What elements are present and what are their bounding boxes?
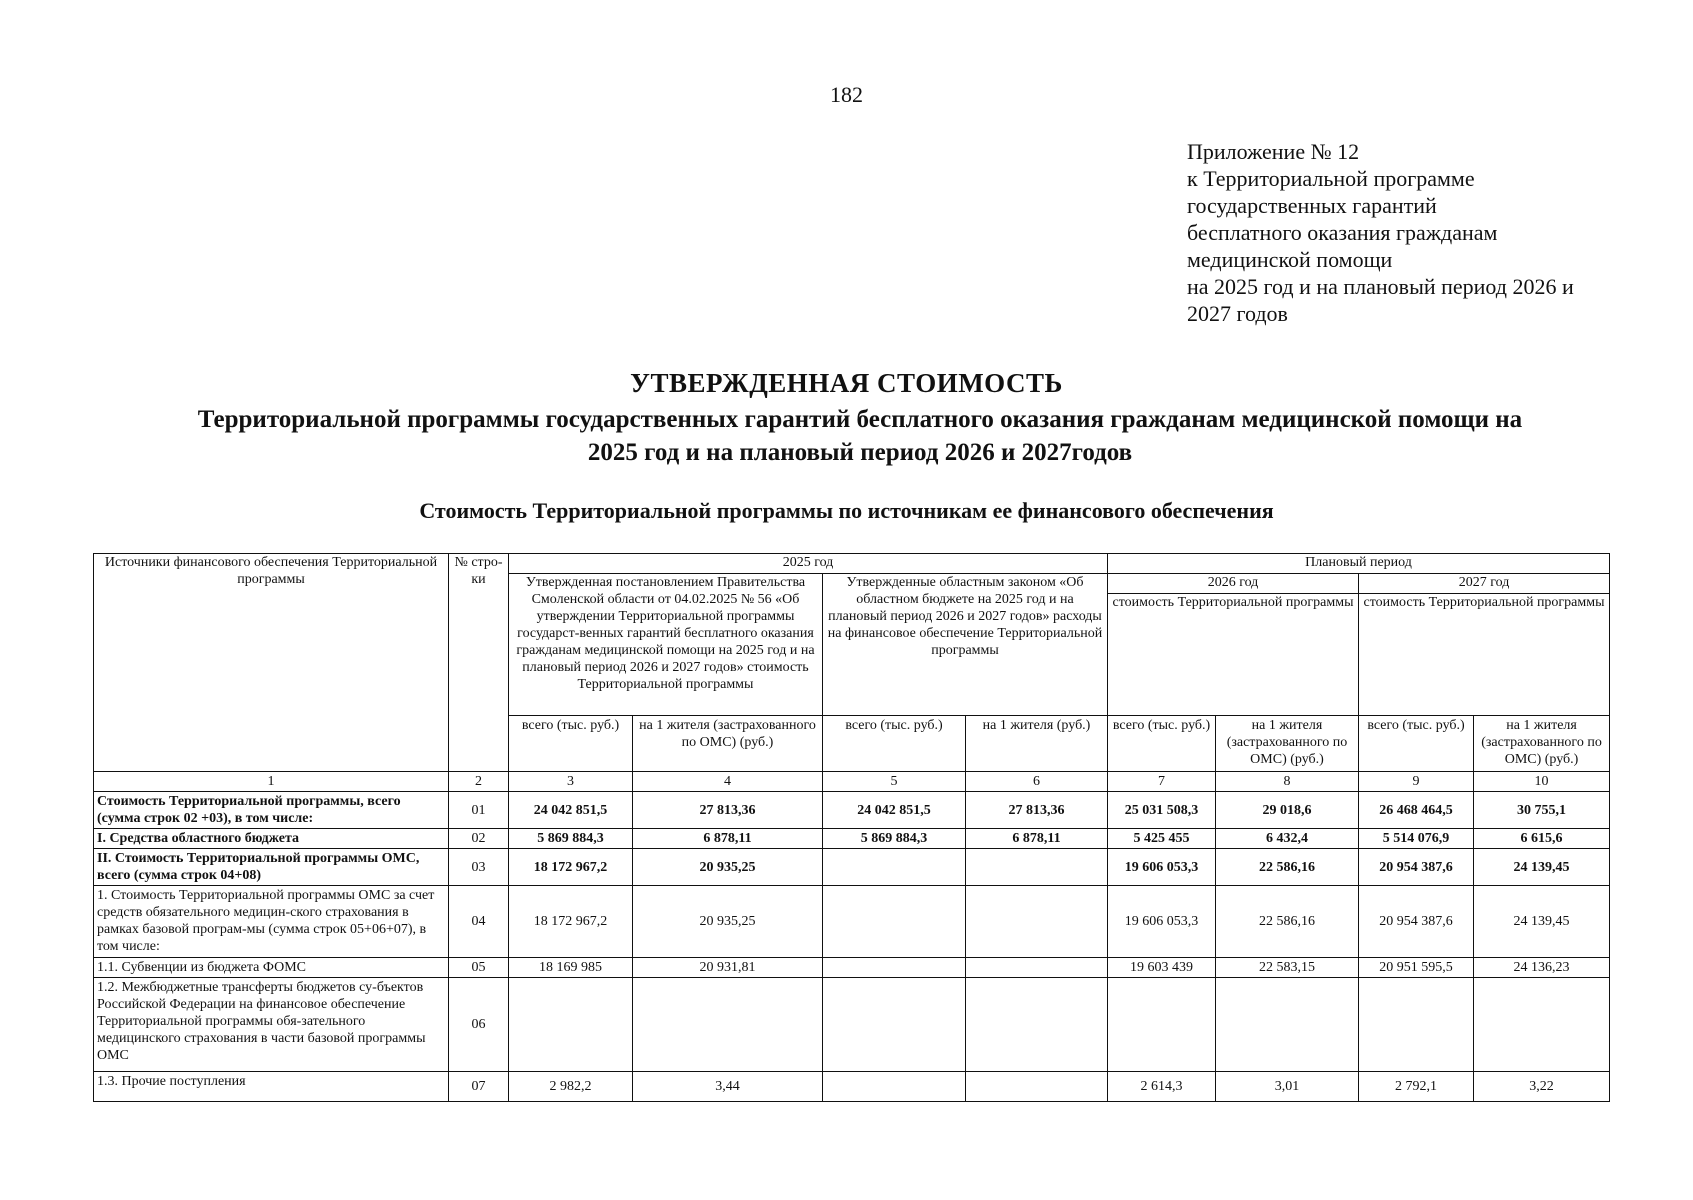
value-cell-c6: [966, 849, 1108, 886]
row-number: 01: [449, 792, 509, 829]
header-approved-law: Утвержденные областным законом «Об областном бюджете на 2025 год и на плановый период 2026 и 2027 годов» расходы на финансовое обеспечение Территориальной программы: [823, 574, 1108, 716]
column-number: 3: [509, 772, 633, 792]
column-number: 9: [1359, 772, 1474, 792]
table-row: [94, 958, 1610, 978]
column-number: 10: [1474, 772, 1610, 792]
row-label: 1.3. Прочие поступления: [94, 1072, 449, 1102]
value-cell-c7: 25 031 508,3: [1108, 792, 1216, 829]
appendix-line: на 2025 год и на плановый период 2026 и: [1187, 274, 1574, 299]
value-cell-c5: [823, 958, 966, 978]
appendix-line: к Территориальной программе: [1187, 166, 1475, 191]
value-cell-c6: 27 813,36: [966, 792, 1108, 829]
header-total-2027: всего (тыс. руб.): [1359, 716, 1474, 772]
header-per-resident-2025-law: на 1 жителя (руб.): [966, 716, 1108, 772]
row-label: I. Средства областного бюджета: [94, 829, 449, 849]
header-year-2025: 2025 год: [509, 554, 1108, 574]
value-cell-c10: [1474, 978, 1610, 1072]
value-cell-c5: [823, 978, 966, 1072]
value-cell-c9: 2 792,1: [1359, 1072, 1474, 1102]
value-cell-c5: [823, 849, 966, 886]
table-row: [94, 829, 1610, 849]
value-cell-c9: [1359, 978, 1474, 1072]
header-total-2025-law: всего (тыс. руб.): [823, 716, 966, 772]
value-cell-c6: [966, 1072, 1108, 1102]
value-cell-c6: [966, 886, 1108, 958]
header-approved-resolution: Утвержденная постановлением Правительства Смоленской области от 04.02.2025 № 56 «Об утверждении Территориальной программы государст-венных гарантий бесплатного оказания гражданам медицинской помощи на 2025 год и на плановый период 2026 и 2027 годов» стоимость Территориальной программы: [509, 574, 823, 716]
value-cell-c10: 24 136,23: [1474, 958, 1610, 978]
row-number: 03: [449, 849, 509, 886]
value-cell-c3: 2 982,2: [509, 1072, 633, 1102]
column-number: 2: [449, 772, 509, 792]
value-cell-c4: 20 935,25: [633, 886, 823, 958]
column-number: 1: [94, 772, 449, 792]
value-cell-c8: 22 586,16: [1216, 886, 1359, 958]
value-cell-c4: [633, 978, 823, 1072]
value-cell-c4: 6 878,11: [633, 829, 823, 849]
header-source: Источники финансового обеспечения Территориальной программы: [94, 554, 449, 772]
value-cell-c10: 6 615,6: [1474, 829, 1610, 849]
value-cell-c3: 18 172 967,2: [509, 886, 633, 958]
row-number: 02: [449, 829, 509, 849]
row-number: 04: [449, 886, 509, 958]
value-cell-c6: [966, 978, 1108, 1072]
header-total-2026: всего (тыс. руб.): [1108, 716, 1216, 772]
value-cell-c7: 19 603 439: [1108, 958, 1216, 978]
row-label: 1. Стоимость Территориальной программы ОМС за счет средств обязательного медицин-ского страхования в рамках базовой програм-мы (сумма строк 05+06+07), в том числе:: [94, 886, 449, 958]
page-number: 182: [830, 82, 863, 107]
row-number: 06: [449, 978, 509, 1072]
value-cell-c10: 30 755,1: [1474, 792, 1610, 829]
value-cell-c10: 3,22: [1474, 1072, 1610, 1102]
header-year-2027: 2027 год: [1359, 574, 1610, 594]
appendix-line: медицинской помощи: [1187, 247, 1393, 272]
value-cell-c9: 26 468 464,5: [1359, 792, 1474, 829]
document-title: УТВЕРЖДЕННАЯ СТОИМОСТЬ: [630, 368, 1063, 398]
value-cell-c5: [823, 1072, 966, 1102]
value-cell-c3: 5 869 884,3: [509, 829, 633, 849]
table-body: [94, 792, 1610, 1102]
value-cell-c5: 5 869 884,3: [823, 829, 966, 849]
value-cell-c5: 24 042 851,5: [823, 792, 966, 829]
row-label: 1.1. Субвенции из бюджета ФОМС: [94, 958, 449, 978]
document-subtitle: [90, 403, 1630, 469]
value-cell-c9: 20 951 595,5: [1359, 958, 1474, 978]
column-number: 7: [1108, 772, 1216, 792]
row-label: II. Стоимость Территориальной программы ОМС, всего (сумма строк 04+08): [94, 849, 449, 886]
value-cell-c8: 6 432,4: [1216, 829, 1359, 849]
table-row: [94, 849, 1610, 886]
column-number: 6: [966, 772, 1108, 792]
value-cell-c4: 20 931,81: [633, 958, 823, 978]
column-number-row: [94, 772, 1610, 792]
document-subtitle-line-2: 2025 год и на плановый период 2026 и 2027годов: [587, 439, 1133, 466]
header-row-number: № стро-ки: [449, 554, 509, 772]
header-planned-period: Плановый период: [1108, 554, 1610, 574]
value-cell-c10: 24 139,45: [1474, 849, 1610, 886]
header-per-insured-2027: на 1 жителя (застрахованного по ОМС) (руб.): [1474, 716, 1610, 772]
row-label: 1.2. Межбюджетные трансферты бюджетов су-бъектов Российской Федерации на финансовое обеспечение Территориальной программы обя-зательного медицинского страхования в части базовой программы ОМС: [94, 978, 449, 1072]
column-number: 8: [1216, 772, 1359, 792]
header-per-insured-2025-resolution: на 1 жителя (застрахованного по ОМС) (руб.): [633, 716, 823, 772]
appendix-line: Приложение № 12: [1187, 139, 1360, 164]
value-cell-c8: 29 018,6: [1216, 792, 1359, 829]
value-cell-c7: [1108, 978, 1216, 1072]
appendix-line: бесплатного оказания гражданам: [1187, 220, 1498, 245]
value-cell-c9: 20 954 387,6: [1359, 849, 1474, 886]
table-row: [94, 792, 1610, 829]
value-cell-c3: 24 042 851,5: [509, 792, 633, 829]
header-year-2026: 2026 год: [1108, 574, 1359, 594]
value-cell-c7: 19 606 053,3: [1108, 849, 1216, 886]
header-cost-2026: стоимость Территориальной программы: [1108, 594, 1359, 716]
value-cell-c4: 27 813,36: [633, 792, 823, 829]
value-cell-c5: [823, 886, 966, 958]
value-cell-c4: 20 935,25: [633, 849, 823, 886]
value-cell-c7: 2 614,3: [1108, 1072, 1216, 1102]
value-cell-c3: 18 169 985: [509, 958, 633, 978]
value-cell-c8: 3,01: [1216, 1072, 1359, 1102]
value-cell-c3: [509, 978, 633, 1072]
document-subtitle-line-1: Территориальной программы государственных гарантий бесплатного оказания гражданам медицинской помощи на: [197, 406, 1523, 433]
appendix-line: 2027 годов: [1187, 301, 1288, 326]
row-label: Стоимость Территориальной программы, всего (сумма строк 02 +03), в том числе:: [94, 792, 449, 829]
header-cost-2027: стоимость Территориальной программы: [1359, 594, 1610, 716]
value-cell-c8: 22 583,15: [1216, 958, 1359, 978]
value-cell-c7: 19 606 053,3: [1108, 886, 1216, 958]
table-row: [94, 886, 1610, 958]
column-number: 5: [823, 772, 966, 792]
value-cell-c9: 20 954 387,6: [1359, 886, 1474, 958]
table-row: [94, 1072, 1610, 1102]
column-number: 4: [633, 772, 823, 792]
financing-table: [93, 553, 1610, 1102]
value-cell-c4: 3,44: [633, 1072, 823, 1102]
row-number: 07: [449, 1072, 509, 1102]
value-cell-c3: 18 172 967,2: [509, 849, 633, 886]
value-cell-c6: [966, 958, 1108, 978]
appendix-line: государственных гарантий: [1187, 193, 1437, 218]
appendix-block: [1187, 138, 1574, 327]
value-cell-c10: 24 139,45: [1474, 886, 1610, 958]
header-total-2025-resolution: всего (тыс. руб.): [509, 716, 633, 772]
section-title: Стоимость Территориальной программы по источникам ее финансового обеспечения: [419, 498, 1274, 523]
table-row: [94, 978, 1610, 1072]
row-number: 05: [449, 958, 509, 978]
value-cell-c7: 5 425 455: [1108, 829, 1216, 849]
value-cell-c6: 6 878,11: [966, 829, 1108, 849]
value-cell-c8: [1216, 978, 1359, 1072]
value-cell-c8: 22 586,16: [1216, 849, 1359, 886]
header-per-insured-2026: на 1 жителя (застрахованного по ОМС) (руб.): [1216, 716, 1359, 772]
value-cell-c9: 5 514 076,9: [1359, 829, 1474, 849]
